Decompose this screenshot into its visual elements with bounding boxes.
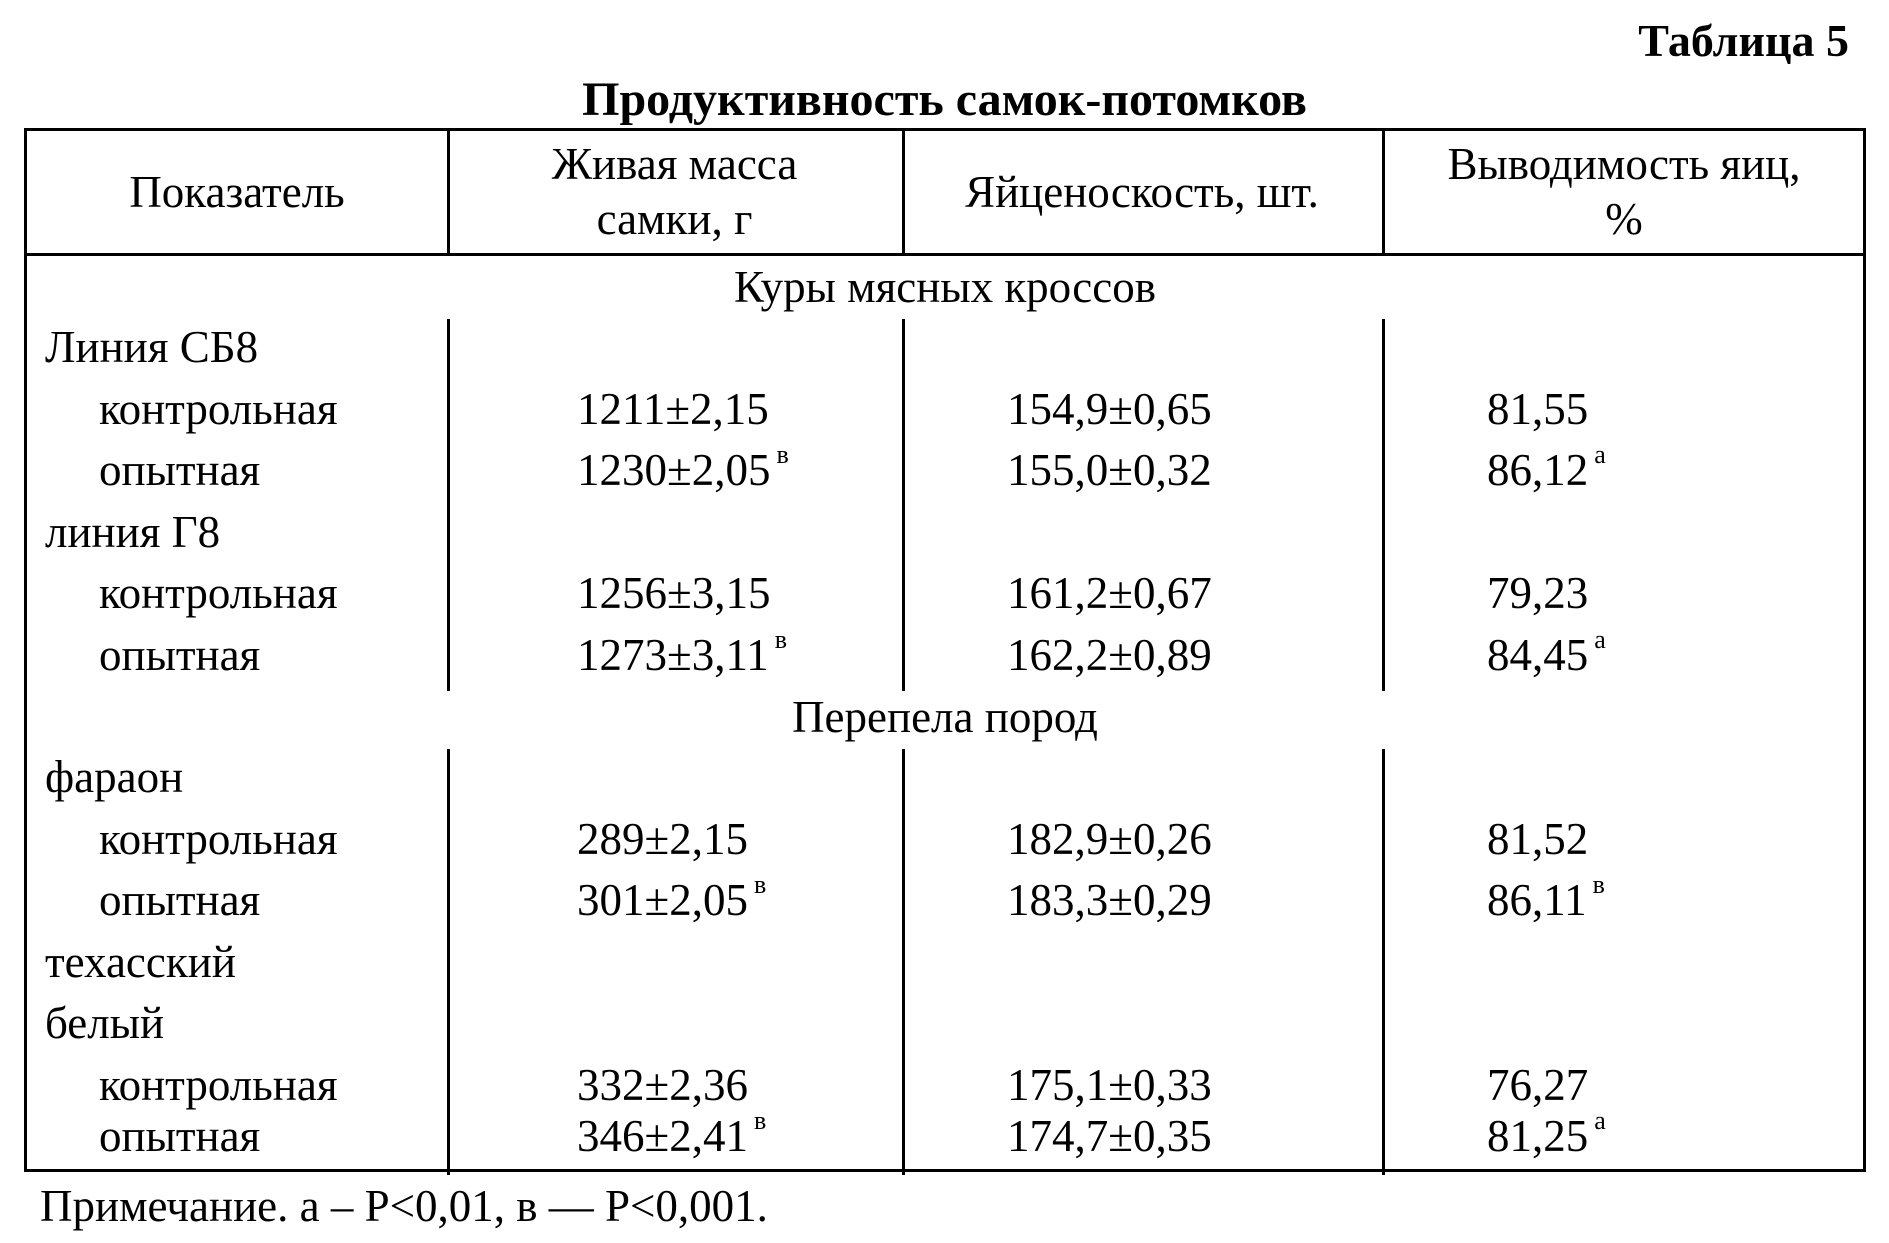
section-title-quails: Перепела пород — [792, 692, 1098, 742]
row-label: контрольная — [99, 814, 338, 864]
table-row — [27, 567, 1863, 628]
column-divider — [447, 131, 450, 253]
cell-hatch: 81,25 — [1487, 1111, 1589, 1161]
table-row — [27, 440, 1863, 505]
cell-eggs: 182,9±0,26 — [1007, 814, 1212, 864]
row-label: линия Г8 — [45, 507, 221, 557]
header-hatchability: Выводимость яиц, % — [1447, 139, 1801, 244]
cell-eggs: 161,2±0,67 — [1007, 568, 1212, 618]
table-row — [27, 813, 1863, 874]
significance-mark: в — [774, 625, 788, 654]
table-row — [27, 625, 1863, 690]
table-row — [27, 936, 1863, 997]
table-number: Таблица 5 — [1638, 15, 1849, 66]
cell-hatch: 81,55 — [1487, 384, 1589, 434]
cell-mass: 1256±3,15 — [577, 568, 771, 618]
significance-mark: в — [776, 440, 789, 469]
table-row — [27, 321, 1863, 382]
row-label: техасский — [45, 937, 236, 987]
row-label: опытная — [99, 1111, 261, 1161]
cell-eggs: 174,7±0,35 — [1007, 1111, 1212, 1161]
row-label: контрольная — [99, 568, 338, 618]
cell-hatch: 76,27 — [1487, 1060, 1589, 1110]
column-divider — [1382, 131, 1385, 253]
cell-hatch: 86,12 — [1487, 445, 1589, 495]
header-live-mass: Живая масса самки, г — [551, 139, 798, 244]
row-label: белый — [45, 998, 165, 1048]
header-indicator: Показатель — [129, 166, 345, 217]
significance-mark: в — [753, 1106, 767, 1135]
significance-mark: а — [1594, 1106, 1606, 1135]
header-egg-production: Яйценоскость, шт. — [965, 166, 1319, 217]
section-title-chickens: Куры мясных кроссов — [733, 262, 1156, 312]
row-label: контрольная — [99, 384, 338, 434]
significance-mark: а — [1594, 440, 1606, 469]
cell-eggs: 154,9±0,65 — [1007, 384, 1212, 434]
cell-mass: 346±2,41 — [577, 1111, 748, 1161]
data-table — [24, 128, 1866, 1172]
significance-mark: в — [753, 870, 767, 899]
cell-mass: 301±2,05 — [577, 875, 748, 925]
cell-eggs: 175,1±0,33 — [1007, 1060, 1212, 1110]
table-note: Примечание. а – Р<0,01, в — Р<0,001. — [40, 1181, 768, 1231]
row-label: опытная — [99, 875, 261, 925]
table-row — [27, 1106, 1863, 1171]
cell-hatch: 79,23 — [1487, 568, 1589, 618]
table-row — [27, 997, 1863, 1058]
cell-mass: 1230±2,05 — [577, 445, 771, 495]
cell-eggs: 162,2±0,89 — [1007, 630, 1212, 680]
row-label: контрольная — [99, 1060, 338, 1110]
cell-mass: 1211±2,15 — [577, 384, 769, 434]
row-label: опытная — [99, 445, 261, 495]
row-label: Линия СБ8 — [45, 322, 259, 372]
column-divider — [902, 131, 905, 253]
cell-eggs: 155,0±0,32 — [1007, 445, 1212, 495]
header-divider — [27, 253, 1863, 256]
table-row — [27, 751, 1863, 812]
cell-mass: 1273±3,11 — [577, 630, 769, 680]
significance-mark: в — [1592, 870, 1605, 899]
cell-hatch: 84,45 — [1487, 630, 1589, 680]
table-row — [27, 383, 1863, 444]
cell-mass: 289±2,15 — [577, 814, 748, 864]
row-label: фараон — [45, 752, 184, 802]
table-row — [27, 870, 1863, 935]
cell-hatch: 86,11 — [1487, 875, 1587, 925]
table-title: Продуктивность самок-потомков — [582, 73, 1307, 126]
cell-hatch: 81,52 — [1487, 814, 1589, 864]
cell-eggs: 183,3±0,29 — [1007, 875, 1212, 925]
significance-mark: а — [1594, 625, 1606, 654]
row-label: опытная — [99, 630, 261, 680]
table-row — [27, 506, 1863, 567]
cell-mass: 332±2,36 — [577, 1060, 748, 1110]
